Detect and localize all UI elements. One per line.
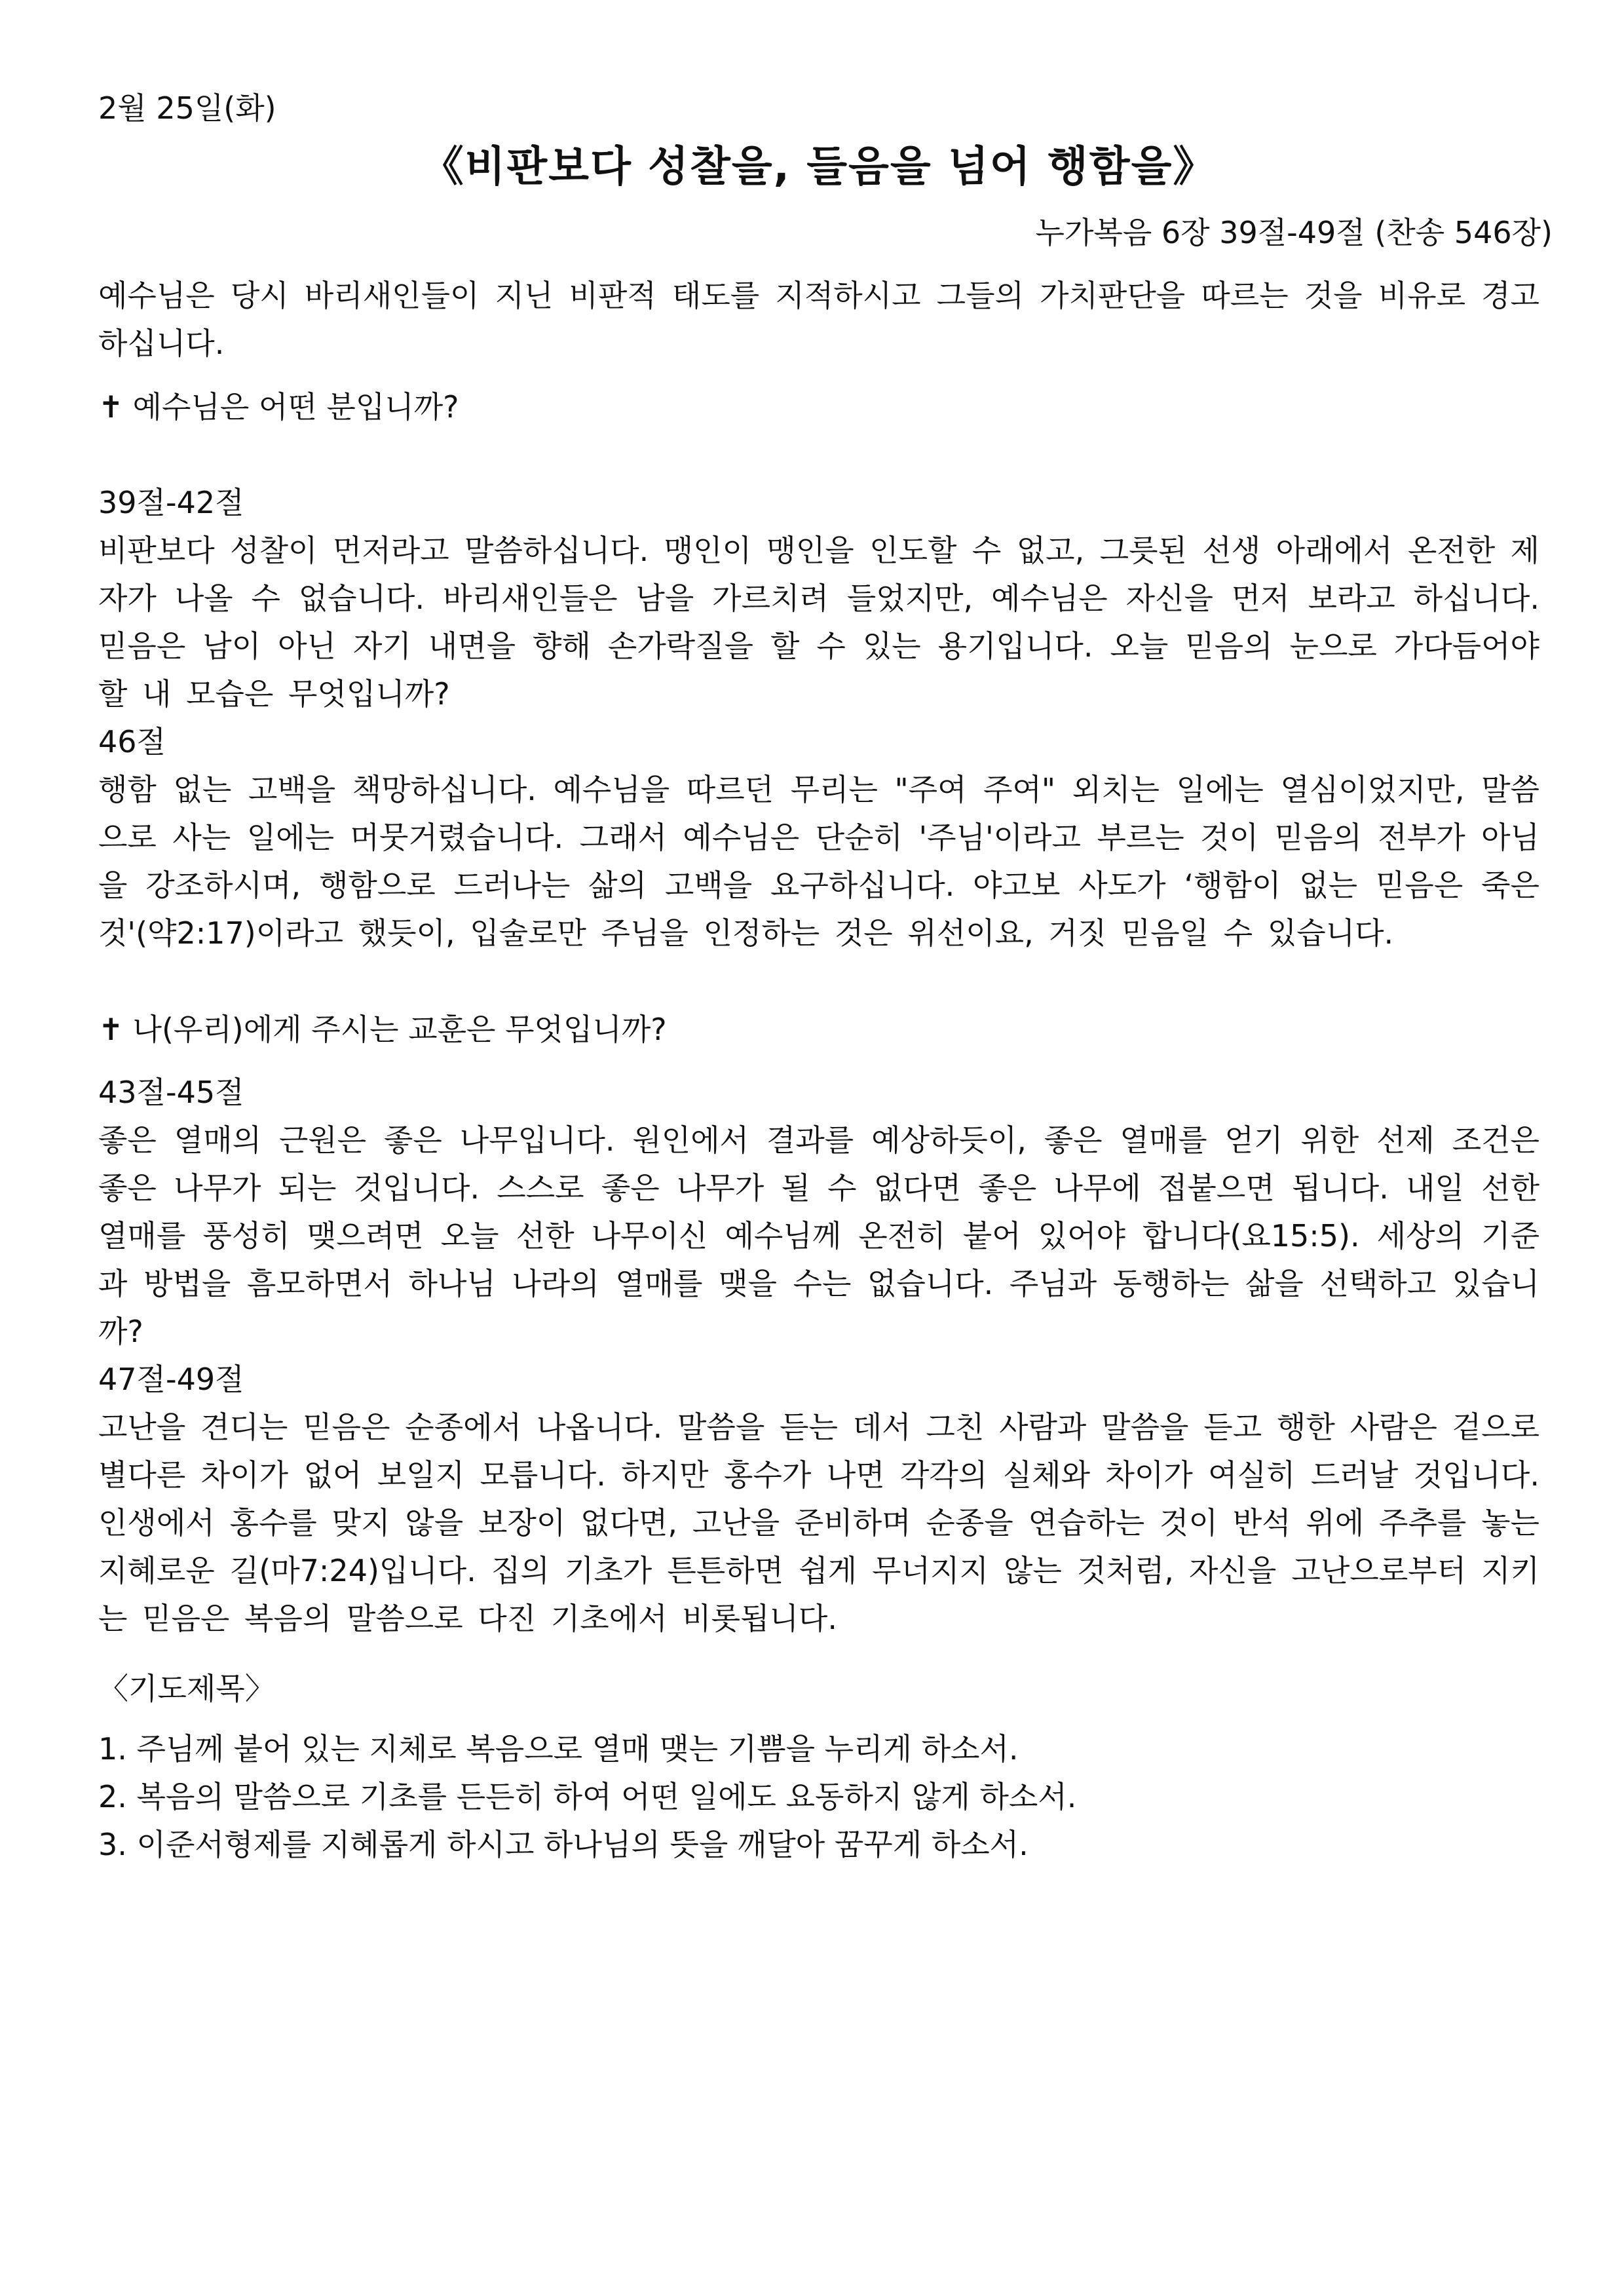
page-title: 《비판보다 성찰을, 들음을 넘어 행함을》 [421, 143, 1217, 191]
verse-label: 43절-45절 [98, 1075, 244, 1110]
section2-heading [98, 1003, 1539, 1056]
cross-icon: ✝ [98, 389, 124, 425]
section1-heading [98, 381, 1539, 433]
verse-label: 47절-49절 [98, 1362, 244, 1397]
prayer-item: 2. 복음의 말씀으로 기초를 든든히 하여 어떤 일에도 요동하지 않게 하소서. [98, 1779, 1077, 1814]
verse-paragraph: 고난을 견디는 믿음은 순종에서 나옵니다. 말씀을 듣는 데서 그친 사람과 말씀을 듣고 행한 사람은 겉으로 별다른 차이가 없어 보일지 모릅니다. 하지만 홍수가 나면 각각의 실체와 차이가 여실히 드러날 것입니다. 인생에서 홍수를 맞지 않을 보장이 없다면, 고난을 준비하며 순종을 연습하는 것이 반석 위에 주추를 놓는 지혜로운 길(마7:24)입니다. 집의 기초가 튼튼하면 쉽게 무너지지 않는 것처럼, 자신을 고난으로부터 지키는 믿음은 복음의 말씀으로 다진 기초에서 비롯됩니다. [98, 1409, 1539, 1636]
scripture-reference: 누가복음 6장 39절-49절 (찬송 546장) [1035, 215, 1553, 250]
section1-heading-text: 예수님은 어떤 분입니까? [132, 389, 459, 425]
verse-paragraph: 비판보다 성찰이 먼저라고 말씀하십니다. 맹인이 맹인을 인도할 수 없고, 그릇된 선생 아래에서 온전한 제자가 나올 수 없습니다. 바리새인들은 남을 가르치려 들었지만, 예수님은 자신을 먼저 보라고 하십니다. 믿음은 남이 아닌 자기 내면을 향해 손가락질을 할 수 있는 용기입니다. 오늘 믿음의 눈으로 가다듬어야 할 내 모습은 무엇입니까? [98, 533, 1539, 712]
verse-label: 46절 [98, 724, 166, 759]
intro-paragraph: 예수님은 당시 바리새인들이 지닌 비판적 태도를 지적하시고 그들의 가치판단을 따르는 것을 비유로 경고하십니다. [98, 278, 1539, 361]
prayer-title: 〈기도제목〉 [98, 1671, 275, 1706]
prayer-item: 1. 주님께 붙어 있는 지체로 복음으로 열매 맺는 기쁨을 누리게 하소서. [98, 1731, 1019, 1767]
date-line: 2월 25일(화) [98, 90, 276, 126]
verse-paragraph: 행함 없는 고백을 책망하십니다. 예수님을 따르던 무리는 "주여 주여" 외치는 일에는 열심이었지만, 말씀으로 사는 일에는 머뭇거렸습니다. 그래서 예수님은 단순히 '주님'이라고 부르는 것이 믿음의 전부가 아님을 강조하시며, 행함으로 드러나는 삶의 고백을 요구하십니다. 야고보 사도가 ‘행함이 없는 믿음은 죽은 것'(약2:17)이라고 했듯이, 입술로만 주님을 인정하는 것은 위선이요, 거짓 믿음일 수 있습니다. [98, 772, 1539, 951]
prayer-item: 3. 이준서형제를 지혜롭게 하시고 하나님의 뜻을 깨달아 꿈꾸게 하소서. [98, 1827, 1029, 1862]
cross-icon: ✝ [98, 1012, 124, 1047]
section2-heading-text: 나(우리)에게 주시는 교훈은 무엇입니까? [132, 1012, 667, 1047]
devotional-page [98, 79, 1553, 1869]
verse-label: 39절-42절 [98, 485, 244, 520]
prayer-list [98, 1725, 1539, 1869]
verse-paragraph: 좋은 열매의 근원은 좋은 나무입니다. 원인에서 결과를 예상하듯이, 좋은 열매를 얻기 위한 선제 조건은 좋은 나무가 되는 것입니다. 스스로 좋은 나무가 될 수 없다면 좋은 나무에 접붙으면 됩니다. 내일 선한 열매를 풍성히 맺으려면 오늘 선한 나무이신 예수님께 온전히 붙어 있어야 합니다(요15:5). 세상의 기준과 방법을 흠모하면서 하나님 나라의 열매를 맺을 수는 없습니다. 주님과 동행하는 삶을 선택하고 있습니까? [98, 1122, 1540, 1349]
